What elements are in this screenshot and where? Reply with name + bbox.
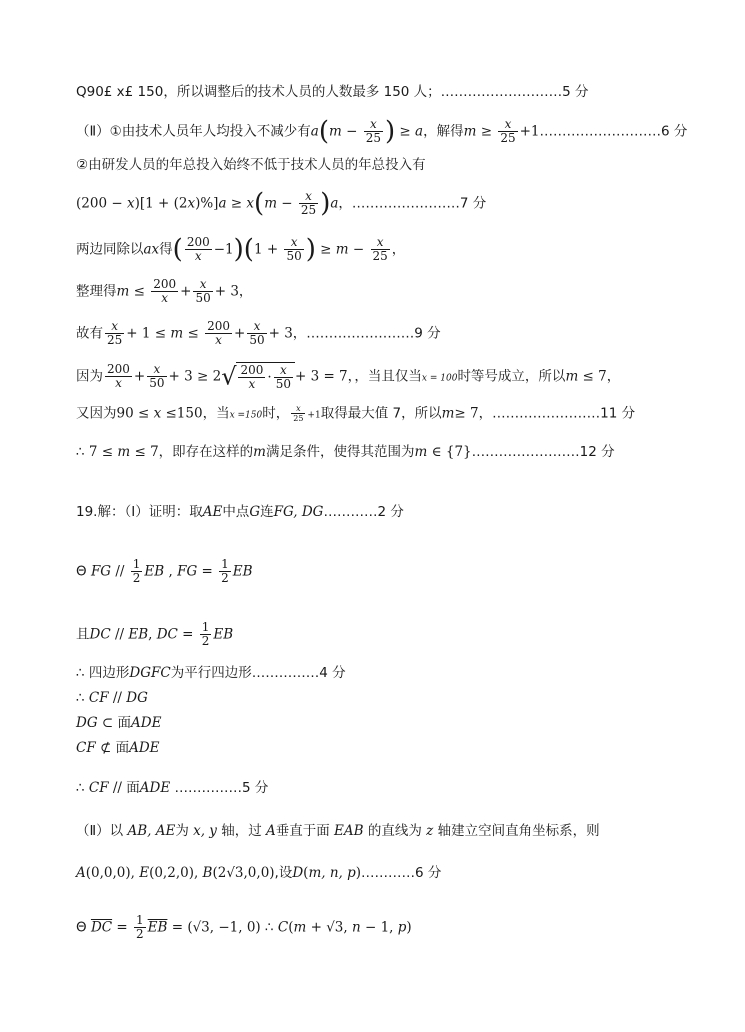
line-19-mid4: 的直线为: [367, 823, 422, 839]
line-1-dots: ………………………: [440, 84, 563, 100]
fraction: $\frac{x}{25}$: [500, 117, 516, 145]
line-3-text: ②由研发人员的年总投入始终不低于技术人员的年总投入有: [76, 157, 426, 173]
line-2-score: 6 分: [661, 123, 688, 140]
line-21-mid: ∴: [265, 919, 274, 936]
line-17-face: 面: [115, 740, 130, 756]
line-20-mid: ,设: [274, 865, 293, 881]
line-1-text: Q90£ x£ 150，所以调整后的技术人员的人数最多 150 人；: [76, 84, 441, 100]
fraction: $\frac{200}{x}$: [186, 235, 210, 263]
line-2: （Ⅱ）①由技术人员年人均投入不减少有a(m − $\frac{x}{25}$ ) ≥ a，解得m ≥ $\frac{x}{25}$ +1………………………6 分: [76, 116, 688, 147]
line-6-text: 整理得: [76, 283, 117, 300]
line-1: [76, 83, 589, 101]
line-14-mid: 为平行四边形: [170, 665, 252, 681]
fraction: $\frac{200}{x}$: [207, 319, 230, 347]
line-6: 整理得m ≤ $\frac{200}{x}$ + $\frac{x}{50}$ + 3，: [76, 277, 253, 305]
line-19: （Ⅱ）以 AB, AE为 x, y 轴，过 A垂直于面 EAB 的直线为 z 轴建立空间直角坐标系，则: [76, 823, 600, 839]
line-19-mid5: 轴建立空间直角坐标系，则: [437, 823, 600, 839]
line-8-mid2: 时等号成立，所以: [457, 368, 566, 385]
line-18-score: 5 分: [242, 780, 269, 796]
line-7-score: 9 分: [414, 325, 441, 342]
line-10: ∴ 7 ≤ m ≤ 7，即存在这样的m满足条件，使得其范围为m ∈ {7}……………………12 分: [76, 444, 615, 460]
line-19-mid1: 为: [175, 823, 189, 839]
line-20-dots: …………: [361, 865, 416, 881]
line-21: Θ $\overline{DC}$ = $\frac{1}{2}$ $\overline{EB} = (√3$, −1, 0) ∴ C(m + √3, n − 1, p): [76, 913, 412, 941]
line-8-text: 因为: [76, 368, 103, 385]
line-19-mid2: 轴，过: [221, 823, 262, 839]
line-12-text: Θ: [76, 563, 87, 580]
line-4-score: 7 分: [459, 195, 487, 212]
line-11: 19.解：（Ⅰ）证明：取AE中点G连FG, DG…………2 分: [76, 504, 404, 520]
line-14-text: ∴ 四边形: [76, 665, 130, 681]
fraction: $\frac{x}{25}$: [107, 319, 123, 347]
line-5: 两边同除以ax得( $\frac{200}{x}$ −1)(1 + $\frac{x}{50}$ ) ≥ m − $\frac{x}{25}$ ，: [76, 234, 406, 265]
line-8-x100: x = 100: [421, 373, 458, 384]
line-8-mid1: ，当且仅当: [354, 368, 422, 385]
line-9-mid3: 取得最大值 7，所以: [320, 405, 442, 422]
fraction: $\frac{200}{x}$: [107, 362, 130, 390]
fraction: $\frac{1}{2}$: [136, 913, 144, 941]
line-18-dots: ……………: [174, 780, 243, 796]
line-16: DG ⊂ 面ADE: [76, 715, 162, 731]
line-11-mid1: 中点: [222, 504, 250, 520]
line-4-dots: ，……………………: [338, 195, 460, 212]
fraction: $\frac{1}{2}$: [221, 557, 229, 585]
line-15: ∴ CF // DG: [76, 690, 148, 706]
line-7-text: 故有: [76, 325, 103, 342]
line-9-mid2: 时，: [262, 405, 290, 422]
line-21-text: Θ: [76, 919, 87, 936]
line-5-text: 两边同除以: [76, 241, 144, 258]
line-10-dots: ……………………: [471, 444, 580, 460]
line-15-text: ∴: [76, 690, 85, 706]
line-8: 因为 $\frac{200}{x}$ + $\frac{x}{50}$ + 3 ≥ 2√ $\frac{200}{x}$ · $\frac{x}{50}$ + 3 = 7，，当且仅当x = 100时等号成立，所以m ≤ 7，: [76, 362, 621, 391]
line-13: 且DC // EB, DC = $\frac{1}{2}$ EB: [76, 620, 234, 648]
fraction: $\frac{x}{25}$: [365, 117, 381, 145]
line-9-mid1: ，当: [202, 405, 230, 422]
line-11-dots: …………: [323, 504, 378, 520]
line-18-text: ∴: [76, 780, 85, 796]
line-20: A(0,0,0), E(0,2,0), B(2√3,0,0),设D(m, n, p)…………6 分: [76, 865, 442, 881]
line-7-dots: ，……………………: [292, 325, 415, 342]
line-16-face: 面: [117, 715, 132, 731]
line-10-text: ∴: [76, 444, 85, 460]
fraction: $\frac{x}{50}$: [286, 235, 302, 263]
line-4: (200 − x)[1 + (2x)%]a ≥ x(m − $\frac{x}{25}$ )a，……………………7 分: [76, 188, 487, 219]
line-10-mid2: 满足条件，使得其范围为: [265, 444, 415, 460]
line-14-dots: ……………: [251, 665, 320, 681]
line-12: Θ FG // $\frac{1}{2}$ EB , FG = $\frac{1}{2}$ EB: [76, 557, 253, 585]
line-9-text: 又因为: [76, 405, 117, 422]
line-5-mid: 得: [159, 241, 173, 258]
fraction: $\frac{x}{25}$: [293, 404, 304, 423]
line-1-score: 5 分: [562, 84, 589, 100]
line-19-mid3: 垂直于面: [275, 823, 330, 839]
line-7: 故有 $\frac{x}{25}$ + 1 ≤ m ≤ $\frac{200}{x}$ + $\frac{x}{50}$ + 3，……………………9 分: [76, 319, 441, 347]
line-18-face: 面: [126, 780, 140, 796]
fraction: $\frac{x}{25}$: [300, 189, 317, 217]
line-11-mid2: 连: [260, 504, 274, 520]
line-18: ∴ CF // 面ADE ……………5 分: [76, 780, 269, 796]
line-20-score: 6 分: [415, 865, 442, 881]
line-9-dots: ，……………………: [478, 405, 601, 422]
sqrt-expression: √ $\frac{200}{x}$ · $\frac{x}{50}$: [221, 362, 295, 391]
line-19-text: （Ⅱ）以: [76, 823, 124, 839]
fraction: $\frac{1}{2}$: [132, 557, 141, 585]
line-10-mid: ，即存在这样的: [158, 444, 254, 460]
line-9-x150: x =150: [229, 410, 263, 421]
line-5-ax: ax: [143, 241, 160, 258]
fraction: $\frac{1}{2}$: [201, 620, 210, 648]
line-13-text: 且: [76, 626, 90, 643]
line-14: ∴ 四边形DGFC为平行四边形……………4 分: [76, 665, 346, 681]
fraction: $\frac{x}{25}$: [372, 235, 388, 263]
line-11-text: 19.解：（Ⅰ）证明：取: [76, 504, 203, 520]
line-3: [76, 156, 426, 174]
line-2-dots: ………………………: [539, 123, 661, 140]
line-14-score: 4 分: [319, 665, 346, 681]
line-2-mid: ，解得: [423, 123, 464, 140]
line-17: CF ⊄ 面ADE: [76, 740, 160, 756]
line-9: 又因为90 ≤ x ≤150，当x =150时， $\frac{x}{25}$ +1取得最大值 7，所以m≥ 7，……………………11 分: [76, 404, 636, 423]
fraction: $\frac{x}{50}$: [195, 277, 211, 305]
fraction: $\frac{x}{50}$: [149, 362, 165, 390]
line-9-score: 11 分: [600, 405, 636, 422]
line-10-score: 12 分: [579, 444, 615, 460]
fraction: $\frac{x}{50}$: [249, 319, 265, 347]
line-11-score: 2 分: [377, 504, 404, 520]
line-2-text: （Ⅱ）①由技术人员年人均投入不减少有: [76, 123, 311, 140]
fraction: $\frac{200}{x}$: [153, 277, 177, 305]
